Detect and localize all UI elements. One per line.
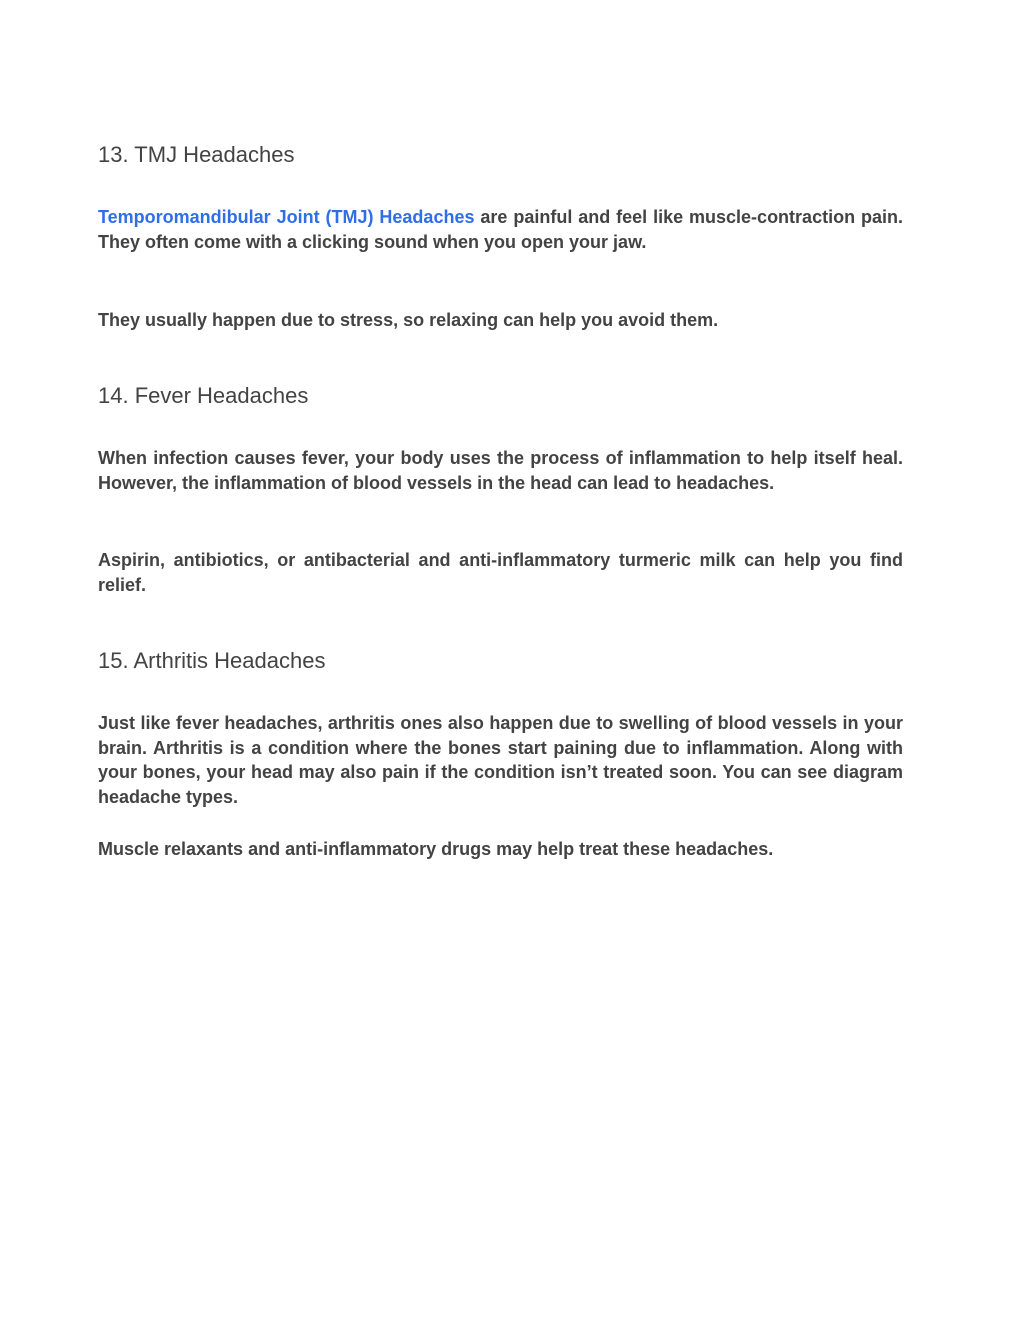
section-tmj-paragraph-2-wrap [98,308,903,333]
section-tmj-headaches [98,142,903,168]
section-paragraph: They usually happen due to stress, so relaxing can help you avoid them. [98,310,719,330]
tmj-headaches-link[interactable]: Temporomandibular Joint (TMJ) Headaches [98,207,475,227]
section-paragraph: Aspirin, antibiotics, or antibacterial and anti-inflammatory turmeric milk can help you find relief. [98,550,903,595]
section-fever-paragraph-1-wrap [98,446,903,495]
section-heading: 15. Arthritis Headaches [98,648,326,673]
section-paragraph: Muscle relaxants and anti-inflammatory drugs may help treat these headaches. [98,839,774,859]
section-heading: 14. Fever Headaches [98,383,309,408]
section-paragraph [98,205,903,254]
paragraph-text: are painful and feel like muscle‐contraction pain. They often come with a clicking sound when you open your jaw. [98,207,903,252]
section-heading: 13. TMJ Headaches [98,142,295,167]
section-arthritis-paragraph-2-wrap [98,837,903,862]
section-arthritis-headaches [98,648,903,674]
section-paragraph: When infection causes fever, your body uses the process of inflammation to help itself heal. However, the inflammation of blood vessels in the head can lead to headaches. [98,448,903,493]
section-fever-headaches [98,383,903,409]
section-fever-paragraph-2-wrap [98,548,903,597]
section-paragraph: Just like fever headaches, arthritis ones also happen due to swelling of blood vessels in your brain. Arthritis is a condition where the bones start paining due to inflammation. Along with your bones, your head may also pain if the condition isn’t treated soon. You can see diagram headache types. [98,713,903,807]
section-tmj-paragraph-1-wrap [98,205,903,254]
section-arthritis-paragraph-1-wrap [98,711,903,809]
